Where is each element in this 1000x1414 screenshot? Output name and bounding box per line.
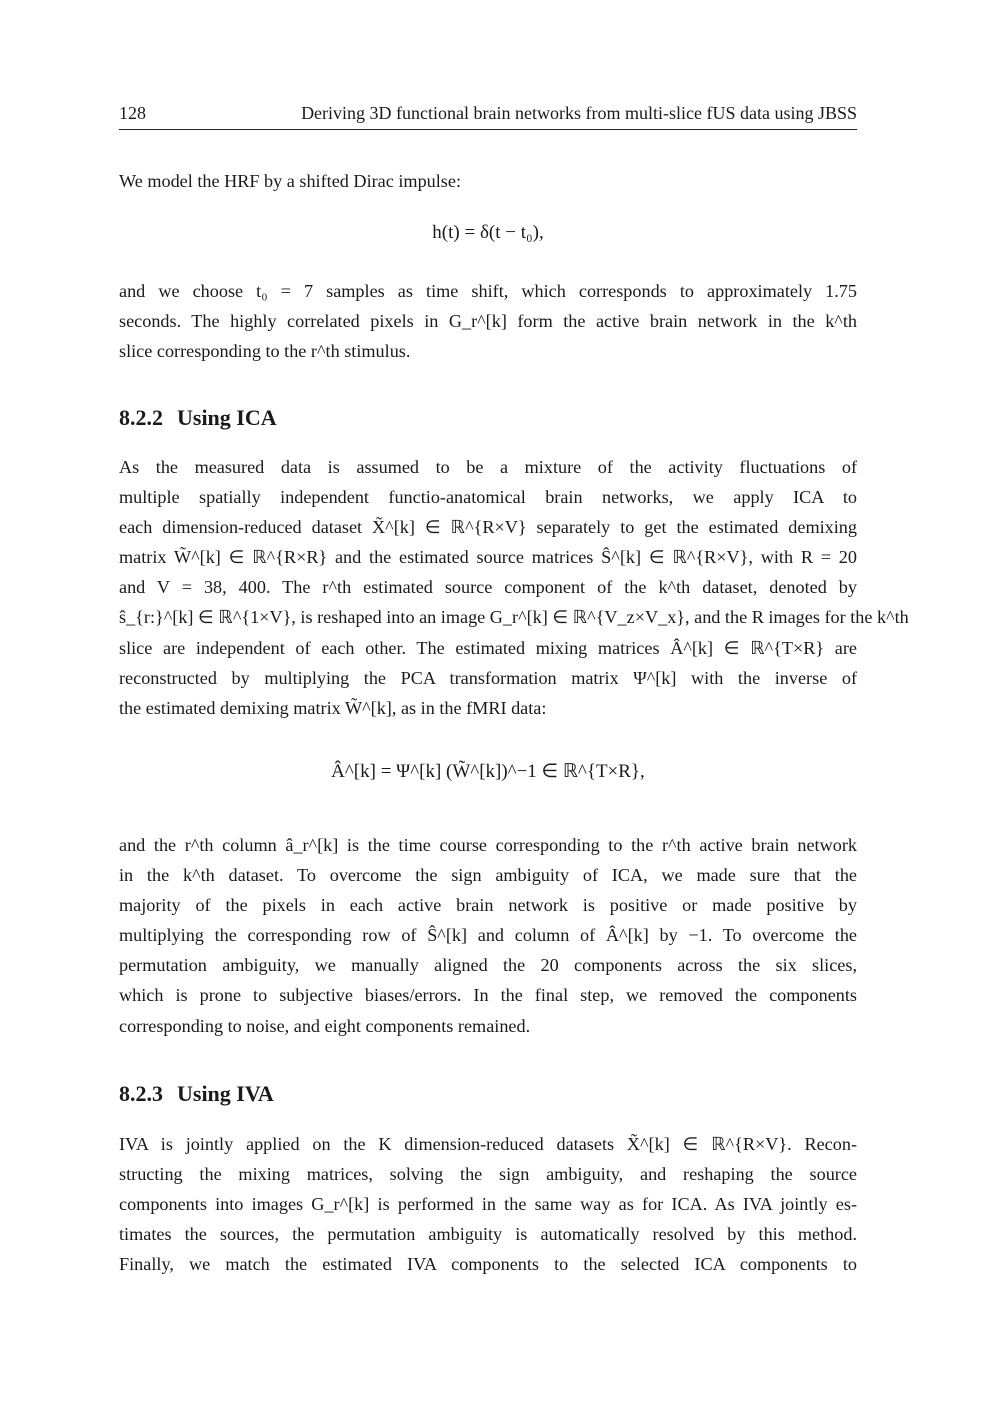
text-line: slice are independent of each other. The estimated mixing matrices Â^[k] ∈ ℝ^{T×R} are: [119, 637, 857, 658]
section-number: 8.2.3: [119, 1081, 163, 1106]
text-line: As the measured data is assumed to be a mixture of the activity fluctuations of: [119, 457, 857, 477]
text-line: each dimension-reduced dataset X̃^[k] ∈ ℝ^{R×V} separately to get the estimated demixing: [119, 517, 857, 538]
text-line: slice corresponding to the r^th stimulus.: [119, 341, 411, 362]
text-line: multiple spatially independent functio-anatomical brain networks, we apply ICA to: [119, 487, 857, 508]
ica-paragraph-2: [119, 830, 857, 1041]
equation-mixing-matrix: Â^[k] = Ψ^[k] (W̃^[k])^−1 ∈ ℝ^{T×R},: [331, 761, 645, 782]
text-line: seconds. The highly correlated pixels in G_r^[k] form the active brain network in the k^th: [119, 311, 857, 332]
section-title: Using IVA: [177, 1081, 274, 1106]
text-line: the estimated demixing matrix W̃^[k], as in the fMRI data:: [119, 697, 547, 718]
text-line: multiplying the corresponding row of Ŝ^[k] and column of Â^[k] by −1. To overcome the: [119, 925, 857, 946]
ica-paragraph-1: [119, 452, 909, 723]
running-title: Deriving 3D functional brain networks from multi-slice fUS data using JBSS: [301, 103, 857, 123]
text-line: and we choose t₀ = 7 samples as time shift, which corresponds to approximately 1.75: [119, 281, 857, 301]
section-heading-ica: [119, 405, 277, 431]
text-line: permutation ambiguity, we manually aligned the 20 components across the six slices,: [119, 955, 857, 976]
page-number: 128: [119, 103, 146, 123]
text-line: matrix W̃^[k] ∈ ℝ^{R×R} and the estimated source matrices Ŝ^[k] ∈ ℝ^{R×V}, with R = 20: [119, 547, 857, 568]
text-line: We model the HRF by a shifted Dirac impulse:: [119, 171, 462, 191]
text-line: in the k^th dataset. To overcome the sign ambiguity of ICA, we made sure that the: [119, 865, 857, 886]
text-line: ŝ_{r:}^[k] ∈ ℝ^{1×V}, is reshaped into an image G_r^[k] ∈ ℝ^{V_z×V_x}, and the R images for the k^th: [119, 607, 909, 628]
text-line: and V = 38, 400. The r^th estimated source component of the k^th dataset, denoted by: [119, 577, 857, 598]
equation-hrf: h(t) = δ(t − t₀),: [432, 222, 544, 243]
text-line: which is prone to subjective biases/errors. In the final step, we removed the components: [119, 985, 857, 1006]
page-header: [119, 103, 857, 130]
text-line: and the r^th column â_r^[k] is the time course corresponding to the r^th active brain network: [119, 835, 857, 855]
section-number: 8.2.2: [119, 405, 163, 430]
text-line: reconstructed by multiplying the PCA transformation matrix Ψ^[k] with the inverse of: [119, 667, 857, 688]
text-line: Finally, we match the estimated IVA components to the selected ICA components to: [119, 1254, 857, 1275]
text-line: components into images G_r^[k] is performed in the same way as for ICA. As IVA jointly es-: [119, 1194, 857, 1215]
section-heading-iva: [119, 1081, 274, 1107]
iva-paragraph: [119, 1129, 857, 1279]
intro-lead: [119, 166, 857, 196]
section-title: Using ICA: [177, 405, 277, 430]
text-line: timates the sources, the permutation ambiguity is automatically resolved by this method.: [119, 1224, 857, 1245]
text-line: structing the mixing matrices, solving the sign ambiguity, and reshaping the source: [119, 1164, 857, 1185]
intro-paragraph: [119, 276, 857, 366]
text-line: majority of the pixels in each active brain network is positive or made positive by: [119, 895, 857, 916]
text-line: corresponding to noise, and eight components remained.: [119, 1015, 531, 1036]
text-line: IVA is jointly applied on the K dimension-reduced datasets X̃^[k] ∈ ℝ^{R×V}. Recon-: [119, 1134, 857, 1154]
